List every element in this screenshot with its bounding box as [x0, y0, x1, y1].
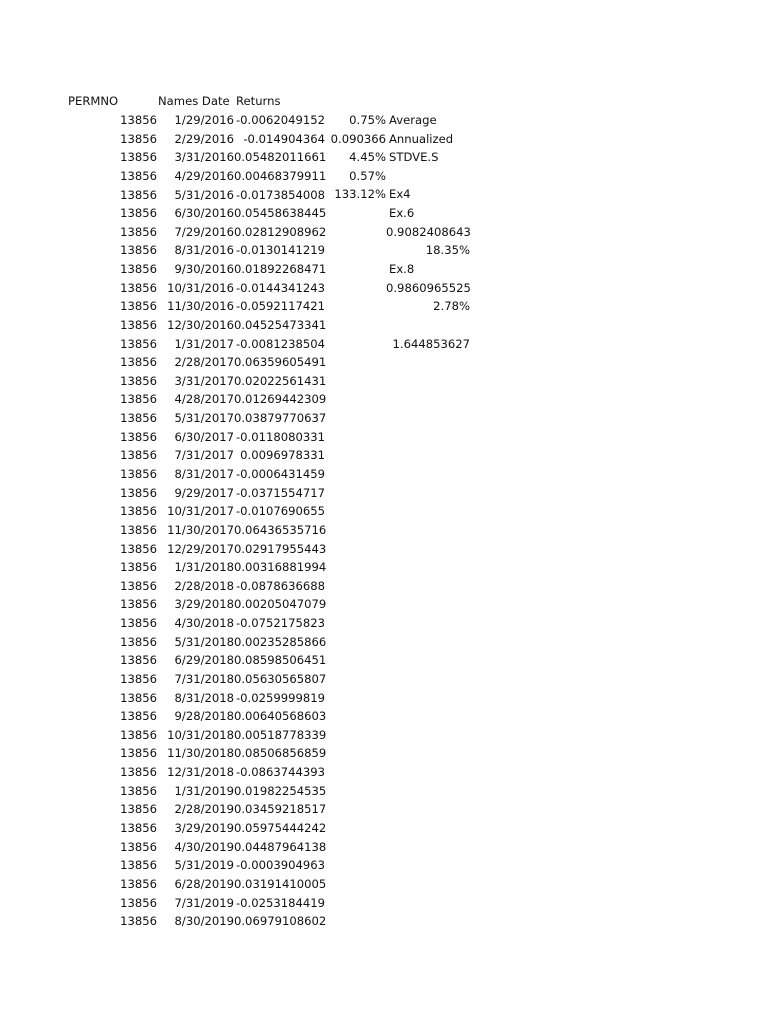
permno-cell[interactable]: 13856 [120, 299, 157, 314]
returns-cell[interactable]: 0.01982254535 [234, 783, 327, 798]
ex8-value[interactable]: 0.9860965525 [386, 281, 471, 295]
average-label[interactable]: Average [389, 113, 437, 127]
permno-cell[interactable]: 13856 [120, 262, 157, 276]
stdev-annual-value[interactable]: 0.57% [349, 169, 386, 183]
ex6-percent[interactable]: 18.35% [425, 243, 470, 257]
names-date-cell[interactable]: 1/31/2017 [174, 336, 234, 351]
returns-cell[interactable]: 0.02812908962 [234, 224, 327, 239]
returns-cell[interactable]: -0.0259999819 [235, 690, 325, 705]
permno-cell[interactable]: 13856 [120, 709, 157, 724]
permno-cell[interactable]: 13856 [120, 895, 157, 910]
names-date-cell[interactable]: 1/31/2018 [174, 560, 234, 575]
permno-cell[interactable]: 13856 [120, 597, 157, 612]
names-date-cell[interactable]: 5/31/2019 [174, 858, 234, 873]
permno-cell[interactable]: 13856 [120, 839, 157, 854]
permno-cell[interactable]: 13856 [120, 243, 157, 258]
names-date-cell[interactable]: 4/29/2016 [174, 168, 234, 183]
returns-cell[interactable]: 0.06359605491 [234, 355, 327, 370]
permno-cell[interactable]: 13856 [120, 765, 157, 779]
stdev-label[interactable]: STDVE.S [389, 150, 439, 164]
names-date-cell[interactable]: 6/30/2017 [174, 429, 234, 444]
returns-cell[interactable]: 0.08598506451 [234, 653, 327, 668]
returns-cell[interactable]: -0.0003904963 [235, 858, 325, 873]
names-date-cell[interactable]: 2/28/2017 [174, 355, 234, 370]
returns-cell[interactable]: 0.06436535716 [234, 522, 327, 537]
returns-cell[interactable]: 0.08506856859 [234, 746, 327, 761]
permno-cell[interactable]: 13856 [120, 168, 157, 183]
returns-cell[interactable]: -0.014904364 [243, 131, 325, 146]
names-date-cell[interactable]: 1/29/2016 [174, 113, 234, 127]
names-date-cell[interactable]: 12/29/2017 [167, 541, 234, 556]
names-date-cell[interactable]: 3/29/2018 [174, 597, 234, 612]
permno-cell[interactable]: 13856 [120, 858, 157, 873]
returns-cell[interactable]: 0.05458638445 [234, 206, 327, 221]
returns-cell[interactable]: -0.0081238504 [235, 336, 325, 351]
names-date-cell[interactable]: 5/31/2016 [174, 187, 234, 202]
annualized-value[interactable]: 0.090366 [330, 132, 386, 146]
returns-cell[interactable]: 0.06979108602 [234, 914, 327, 929]
permno-cell[interactable]: 13856 [120, 467, 157, 481]
names-date-cell[interactable]: 12/31/2018 [167, 765, 234, 779]
names-date-cell[interactable]: 6/29/2018 [174, 653, 234, 668]
permno-cell[interactable]: 13856 [120, 392, 157, 407]
names-date-cell[interactable]: 2/29/2016 [174, 131, 234, 146]
permno-cell[interactable]: 13856 [120, 150, 157, 165]
names-date-cell[interactable]: 9/28/2018 [174, 709, 234, 724]
returns-cell[interactable]: 0.05975444242 [234, 820, 327, 835]
returns-cell[interactable]: 0.03191410005 [234, 876, 327, 891]
permno-cell[interactable]: 13856 [120, 206, 157, 221]
ex6-value[interactable]: 0.9082408643 [386, 225, 471, 239]
ex4-value[interactable]: 133.12% [334, 187, 386, 201]
permno-cell[interactable]: 13856 [120, 914, 157, 929]
returns-cell[interactable]: -0.0107690655 [235, 504, 325, 519]
returns-cell[interactable]: 0.03879770637 [234, 411, 327, 426]
permno-cell[interactable]: 13856 [120, 653, 157, 668]
permno-cell[interactable]: 13856 [120, 876, 157, 891]
returns-cell[interactable]: 0.02917955443 [234, 541, 327, 556]
names-date-cell[interactable]: 12/30/2016 [167, 317, 234, 332]
ex6-label[interactable]: Ex.6 [389, 206, 415, 220]
permno-cell[interactable]: 13856 [120, 280, 157, 295]
header-names-date[interactable]: Names Date [158, 94, 230, 108]
returns-cell[interactable]: 0.00518778339 [234, 727, 327, 742]
names-date-cell[interactable]: 7/31/2017 [174, 448, 234, 463]
names-date-cell[interactable]: 9/30/2016 [174, 262, 234, 276]
returns-cell[interactable]: -0.0062049152 [235, 113, 325, 127]
permno-cell[interactable]: 13856 [120, 187, 157, 202]
names-date-cell[interactable]: 3/31/2016 [174, 150, 234, 165]
names-date-cell[interactable]: 1/31/2019 [174, 783, 234, 798]
permno-cell[interactable]: 13856 [120, 634, 157, 649]
returns-cell[interactable]: -0.0253184419 [235, 895, 325, 910]
names-date-cell[interactable]: 4/30/2018 [174, 616, 234, 630]
permno-cell[interactable]: 13856 [120, 727, 157, 742]
stdev-value[interactable]: 4.45% [349, 150, 386, 164]
header-returns[interactable]: Returns [236, 94, 281, 108]
names-date-cell[interactable]: 6/28/2019 [174, 876, 234, 891]
returns-cell[interactable]: 0.05630565807 [234, 671, 327, 686]
returns-cell[interactable]: 0.0096978331 [240, 448, 325, 463]
ex8-percent[interactable]: 2.78% [433, 299, 470, 313]
returns-cell[interactable]: 0.00640568603 [234, 709, 327, 724]
permno-cell[interactable]: 13856 [120, 113, 157, 127]
permno-cell[interactable]: 13856 [120, 429, 157, 444]
permno-cell[interactable]: 13856 [120, 224, 157, 239]
returns-cell[interactable]: 0.03459218517 [234, 802, 327, 817]
returns-cell[interactable]: 0.04487964138 [234, 839, 327, 854]
permno-cell[interactable]: 13856 [120, 336, 157, 351]
names-date-cell[interactable]: 4/30/2019 [174, 839, 234, 854]
annualized-label[interactable]: Annualized [389, 132, 454, 146]
returns-cell[interactable]: 0.00235285866 [234, 634, 327, 649]
returns-cell[interactable]: -0.0863744393 [235, 765, 325, 779]
header-permno[interactable]: PERMNO [68, 94, 119, 108]
z-value[interactable]: 1.644853627 [392, 337, 470, 351]
names-date-cell[interactable]: 5/31/2017 [174, 411, 234, 426]
permno-cell[interactable]: 13856 [120, 373, 157, 388]
permno-cell[interactable]: 13856 [120, 541, 157, 556]
names-date-cell[interactable]: 2/28/2019 [174, 802, 234, 817]
returns-cell[interactable]: 0.01269442309 [234, 392, 327, 407]
permno-cell[interactable]: 13856 [120, 820, 157, 835]
returns-cell[interactable]: -0.0144341243 [235, 280, 325, 295]
permno-cell[interactable]: 13856 [120, 783, 157, 798]
ex8-label[interactable]: Ex.8 [389, 262, 415, 276]
returns-cell[interactable]: 0.00205047079 [234, 597, 327, 612]
returns-cell[interactable]: -0.0006431459 [235, 467, 325, 481]
names-date-cell[interactable]: 7/31/2018 [174, 671, 234, 686]
average-value[interactable]: 0.75% [349, 113, 386, 127]
permno-cell[interactable]: 13856 [120, 504, 157, 519]
returns-cell[interactable]: -0.0371554717 [235, 485, 325, 500]
names-date-cell[interactable]: 11/30/2018 [167, 746, 234, 761]
names-date-cell[interactable]: 7/29/2016 [174, 224, 234, 239]
names-date-cell[interactable]: 8/31/2018 [174, 690, 234, 705]
names-date-cell[interactable]: 3/31/2017 [174, 373, 234, 388]
permno-cell[interactable]: 13856 [120, 131, 157, 146]
names-date-cell[interactable]: 5/31/2018 [174, 634, 234, 649]
permno-cell[interactable]: 13856 [120, 616, 157, 630]
permno-cell[interactable]: 13856 [120, 522, 157, 537]
returns-cell[interactable]: -0.0878636688 [235, 578, 325, 593]
returns-cell[interactable]: -0.0592117421 [235, 299, 325, 314]
names-date-cell[interactable]: 10/31/2016 [167, 280, 234, 295]
permno-cell[interactable]: 13856 [120, 485, 157, 500]
permno-cell[interactable]: 13856 [120, 317, 157, 332]
permno-cell[interactable]: 13856 [120, 671, 157, 686]
names-date-cell[interactable]: 11/30/2016 [167, 299, 234, 314]
returns-cell[interactable]: -0.0752175823 [235, 616, 325, 630]
returns-cell[interactable]: -0.0130141219 [235, 243, 325, 258]
returns-cell[interactable]: 0.00468379911 [234, 168, 327, 183]
permno-cell[interactable]: 13856 [120, 560, 157, 575]
permno-cell[interactable]: 13856 [120, 355, 157, 370]
permno-cell[interactable]: 13856 [120, 448, 157, 463]
names-date-cell[interactable]: 6/30/2016 [174, 206, 234, 221]
names-date-cell[interactable]: 8/31/2017 [174, 467, 234, 481]
returns-cell[interactable]: 0.00316881994 [234, 560, 327, 575]
permno-cell[interactable]: 13856 [120, 690, 157, 705]
names-date-cell[interactable]: 11/30/2017 [167, 522, 234, 537]
names-date-cell[interactable]: 8/31/2016 [174, 243, 234, 258]
ex4-label[interactable]: Ex4 [389, 187, 411, 201]
names-date-cell[interactable]: 10/31/2017 [167, 504, 234, 519]
returns-cell[interactable]: 0.01892268471 [234, 262, 327, 276]
permno-cell[interactable]: 13856 [120, 802, 157, 817]
permno-cell[interactable]: 13856 [120, 578, 157, 593]
returns-cell[interactable]: -0.0118080331 [235, 429, 325, 444]
names-date-cell[interactable]: 10/31/2018 [167, 727, 234, 742]
returns-cell[interactable]: 0.05482011661 [234, 150, 327, 165]
names-date-cell[interactable]: 7/31/2019 [174, 895, 234, 910]
names-date-cell[interactable]: 2/28/2018 [174, 578, 234, 593]
names-date-cell[interactable]: 4/28/2017 [174, 392, 234, 407]
returns-cell[interactable]: 0.04525473341 [234, 317, 327, 332]
permno-cell[interactable]: 13856 [120, 411, 157, 426]
names-date-cell[interactable]: 9/29/2017 [174, 485, 234, 500]
names-date-cell[interactable]: 3/29/2019 [174, 820, 234, 835]
returns-cell[interactable]: 0.02022561431 [234, 373, 327, 388]
names-date-cell[interactable]: 8/30/2019 [174, 914, 234, 929]
permno-cell[interactable]: 13856 [120, 746, 157, 761]
returns-cell[interactable]: -0.0173854008 [235, 187, 325, 202]
